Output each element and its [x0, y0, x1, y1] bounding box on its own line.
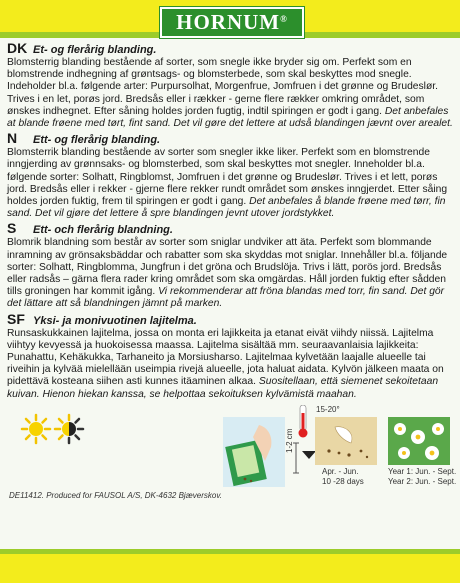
sowing-tip: Suositellaan, että siemenet sekoitetaan kuivan. Hienon hiekan kanssa, se helpottaa sekoituksen kylvämistä maahan.	[7, 376, 439, 400]
section-body	[7, 147, 455, 220]
section-body	[7, 57, 455, 130]
registered-mark: ®	[280, 14, 288, 24]
section-body	[7, 328, 455, 401]
language-code: DK	[7, 40, 28, 56]
section-subtitle: Ett- og flerårig blanding.	[33, 134, 161, 147]
body-text: Blomrik blandning som består av sorter som sniglar undviker att äta. Perfekt som blommande inramning av grönsaksbäddar och rabatter som ska skyddas mot sniglar. Innehåller bl.a. följande sorter: Solhatt, Ringblomma, Jungfrun i det gröna och Brudslöja. Trivs i lätt, porös jord. Bredsås eller radsås – gärna flera rader kring området som ska omgärdas. Håll jorden fuktig efter sådden tills groningen har kommit igång.	[7, 237, 448, 298]
logo-text: HORNUM	[176, 10, 281, 34]
flowers-icon	[388, 417, 450, 465]
body-text: Runsaskukkainen lajitelma, jossa on monta eri lajikkeita ja etanat eivät viihdy niissä. Lajitelma viihtyy kevyessä ja huokoisessa maassa. Lajitelma sisältää mm. seuraavanlaisia lajikkeita: Punahattu, Kehäkukka, Tarhaneito ja Morsiusharso. Lajitelmaa kylvetään laajalle alueelle tai riveihin ja kylvää mielellään useimpia rivejä alueelle, jota haluat aidata. Kylvön jälkeen maata on pidettävä kosteana siihen asti kunnes itäaminen alkaa.	[7, 327, 444, 388]
body-text: Blomsterrik blanding bestående av sorter som snegler ikke liker. Perfekt som en blomstrende inngjerding av grønnsaks- og blomsterbed, som skal beskyttes mot snegler. Inneholder bl.a. følgende sorter: Solhatt, Ringblomst, Jomfruen i det grønne og Brudeslør. Trives i et lett, porøs jord. Bredsås eller i rekker - gjerne flere rekker rundt området som ønskes inngjerdet. Etter såing holdes jorden fuktig, frem til spiringen er godt i gang.	[7, 147, 448, 208]
germination-days-label: 10 -28 days	[322, 477, 364, 486]
section-s	[7, 221, 455, 310]
sowing-packet-icon	[223, 417, 285, 487]
section-subtitle: Ett- och flerårig blandning.	[33, 224, 173, 237]
section-subtitle: Et- og flerårig blanding.	[33, 44, 157, 56]
half-shade-icon	[53, 413, 85, 445]
sow-period-label: Apr. - Jun.	[322, 467, 359, 476]
section-subtitle: Yksi- ja monivuotinen lajitelma.	[33, 314, 197, 327]
description-text	[7, 40, 455, 401]
year1-label: Year 1: Jun. - Sept.	[388, 467, 457, 476]
language-code: N	[7, 130, 18, 147]
hornum-logo	[160, 7, 304, 38]
depth-label: 1-2 cm	[285, 428, 294, 453]
production-footnote: DE11412. Produced for FAUSOL A/S, DK-4632 Bjæverskov.	[9, 491, 222, 500]
section-header	[7, 131, 455, 147]
growing-icons	[0, 405, 460, 505]
section-header	[7, 221, 455, 237]
section-header	[7, 41, 455, 57]
section-body	[7, 237, 455, 310]
bottom-green-stripe	[0, 549, 460, 554]
sowing-tip: Det anbefales å blande frøene med tørr, fin sand. Det vil gjøre det lettere å spre blandingen jevnt utover jordstykket.	[7, 196, 446, 220]
bottom-yellow-band	[0, 549, 460, 583]
sowing-tip: Det anbefales at blande frøene med tørt, fint sand. Det vil gøre det lettere at udså blandingen jævnt over arealet.	[7, 105, 453, 130]
temperature-label: 15-20°	[316, 405, 340, 414]
section-header	[7, 312, 455, 328]
body-text: Blomsterrig blanding bestående af sorter, som snegle ikke bryder sig om. Perfekt som en blomstrende indhegning af grøntsags- og blomsterbede, som skal beskyttes mod snegle. Indeholder bl.a. følgende arter: Purpursolhat, Morgenfrue, Jomfruen i det grønne og Brudeslør. Trives i en let, porøs jord. Bredsås eller i rækker - gerne flere rækker omkring området, som ønskes indhegnet. Efter såning holdes jorden fugtig, indtil spiringen er godt i gang.	[7, 57, 438, 117]
sun-icon	[20, 413, 52, 445]
language-code: SF	[7, 310, 25, 327]
language-code: S	[7, 220, 17, 237]
section-n	[7, 131, 455, 220]
germination-icon	[315, 417, 377, 465]
sowing-tip: Vi rekommenderar att fröna blandas med torr, fin sand. Det gör det lättare att så blandningen jämnt på marken.	[7, 286, 445, 310]
year2-label: Year 2: Jun. - Sept.	[388, 477, 457, 486]
section-sf	[7, 312, 455, 401]
section-dk	[7, 41, 455, 130]
